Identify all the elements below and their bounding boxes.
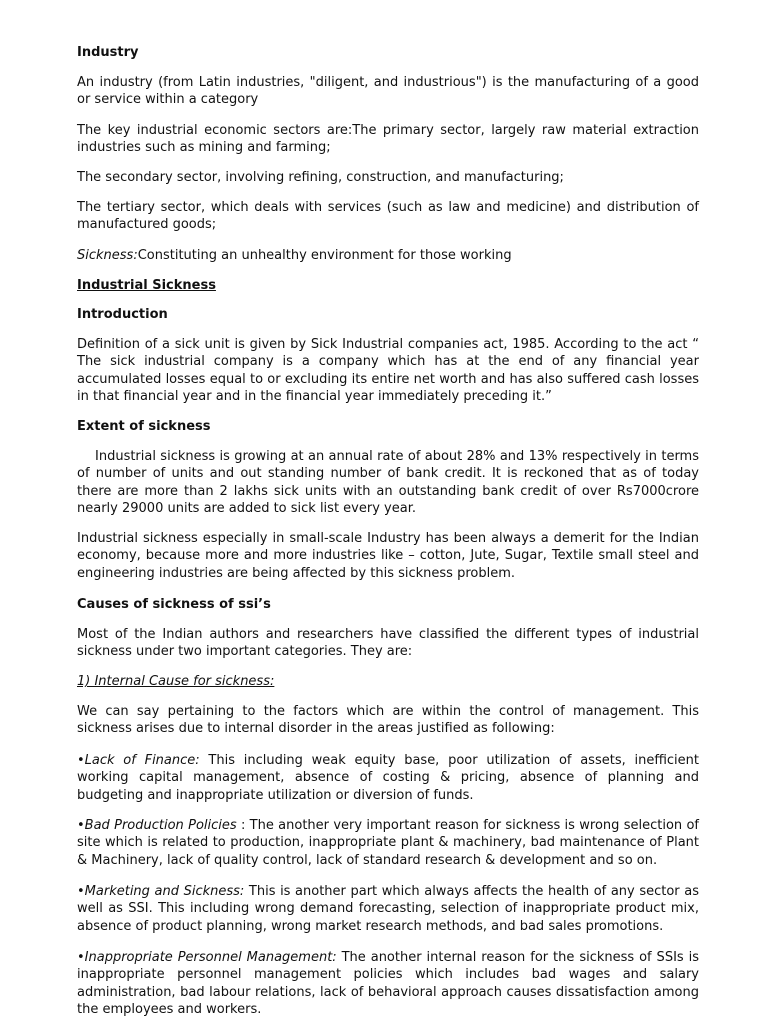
bullet-text: This is another part which always affects the health of any sector as well as SSI. This including wrong demand forecasting, selection of inappropriate product mix, absence of product planning, wrong market research methods, and bad sales promotions. — [77, 884, 699, 934]
industrial-sickness-title-text: Industrial Sickness — [77, 278, 216, 293]
heading-industry: Industry — [77, 45, 139, 60]
bullet-lack-of-finance — [77, 752, 699, 804]
extent-para-1-text: Industrial sickness is growing at an annual rate of about 28% and 13% respectively in terms of number of units and out standing number of bank credit. It is reckoned that as of today there are more than 2 lakhs sick units with an outstanding bank credit of over Rs7000crore nearly 29000 units are added to sick list every year. — [77, 449, 699, 517]
bullet-text: The another internal reason for the sickness of SSIs is inappropriate personnel management policies which includes bad wages and salary administration, bad labour relations, lack of behavioral approach causes dissatisfaction among the employees and workers. — [77, 950, 699, 1018]
industry-definition: An industry (from Latin industries, "diligent, and industrious") is the manufacturing of a good or service within a category — [77, 75, 699, 108]
bullet-title: Marketing and Sickness: — [84, 884, 245, 899]
extent-para-1 — [77, 448, 699, 518]
secondary-sector: The secondary sector, involving refining, construction, and manufacturing; — [77, 170, 564, 185]
extent-para-2: Industrial sickness especially in small-scale Industry has been always a demerit for the Indian economy, because more and more industries like – cotton, Jute, Sugar, Textile small steel and engineering industries are being affected by this sickness problem. — [77, 531, 699, 581]
bullet-marketing-sickness — [77, 883, 699, 935]
sectors-intro: The key industrial economic sectors are:The primary sector, largely raw material extraction industries such as mining and farming; — [77, 123, 699, 156]
bullet-title: Bad Production Policies — [84, 818, 237, 833]
causes-intro: Most of the Indian authors and researchers have classified the different types of industrial sickness under two important categories. They are: — [77, 627, 699, 660]
sickness-definition — [77, 247, 699, 264]
bullet-icon: • — [77, 753, 85, 768]
heading-introduction: Introduction — [77, 307, 168, 322]
internal-intro: We can say pertaining to the factors which are within the control of management. This sickness arises due to internal disorder in the areas justified as following: — [77, 704, 699, 737]
bullet-bad-production-policies — [77, 817, 699, 869]
bullet-text: : The another very important reason for sickness is wrong selection of site which is related to production, inappropriate plant & machinery, bad maintenance of Plant & Machinery, lack of quality control, lack of standard research & development and so on. — [77, 818, 699, 868]
heading-industrial-sickness — [77, 277, 699, 294]
introduction-text: Definition of a sick unit is given by Sick Industrial companies act, 1985. According to the act “ The sick industrial company is a company which has at the end of any financial year accumulated losses equal to or excluding its entire net worth and has also suffered cash losses in that financial year and in the financial year immediately preceding it.” — [77, 337, 699, 405]
heading-extent: Extent of sickness — [77, 419, 211, 434]
bullet-title: Inappropriate Personnel Management: — [84, 950, 337, 965]
industrial-sickness-title — [77, 278, 259, 293]
bullet-icon: • — [77, 818, 85, 833]
bullet-title: Lack of Finance: — [84, 753, 200, 768]
internal-cause-title: 1) Internal Cause for sickness: — [77, 674, 275, 689]
bullet-personnel-management — [77, 949, 699, 1019]
sickness-term: Sickness: — [77, 248, 138, 263]
sickness-def-text: Constituting an unhealthy environment for those working — [137, 248, 512, 263]
heading-causes: Causes of sickness of ssi’s — [77, 597, 271, 612]
bullet-text: This including weak equity base, poor utilization of assets, inefficient working capital management, absence of costing & pricing, absence of planning and budgeting and inappropriate utilization or diversion of funds. — [77, 753, 699, 803]
tertiary-sector: The tertiary sector, which deals with services (such as law and medicine) and distribution of manufactured goods; — [77, 200, 699, 233]
bullet-icon: • — [77, 884, 85, 899]
heading-internal-cause — [77, 673, 699, 690]
bullet-icon: • — [77, 950, 85, 965]
